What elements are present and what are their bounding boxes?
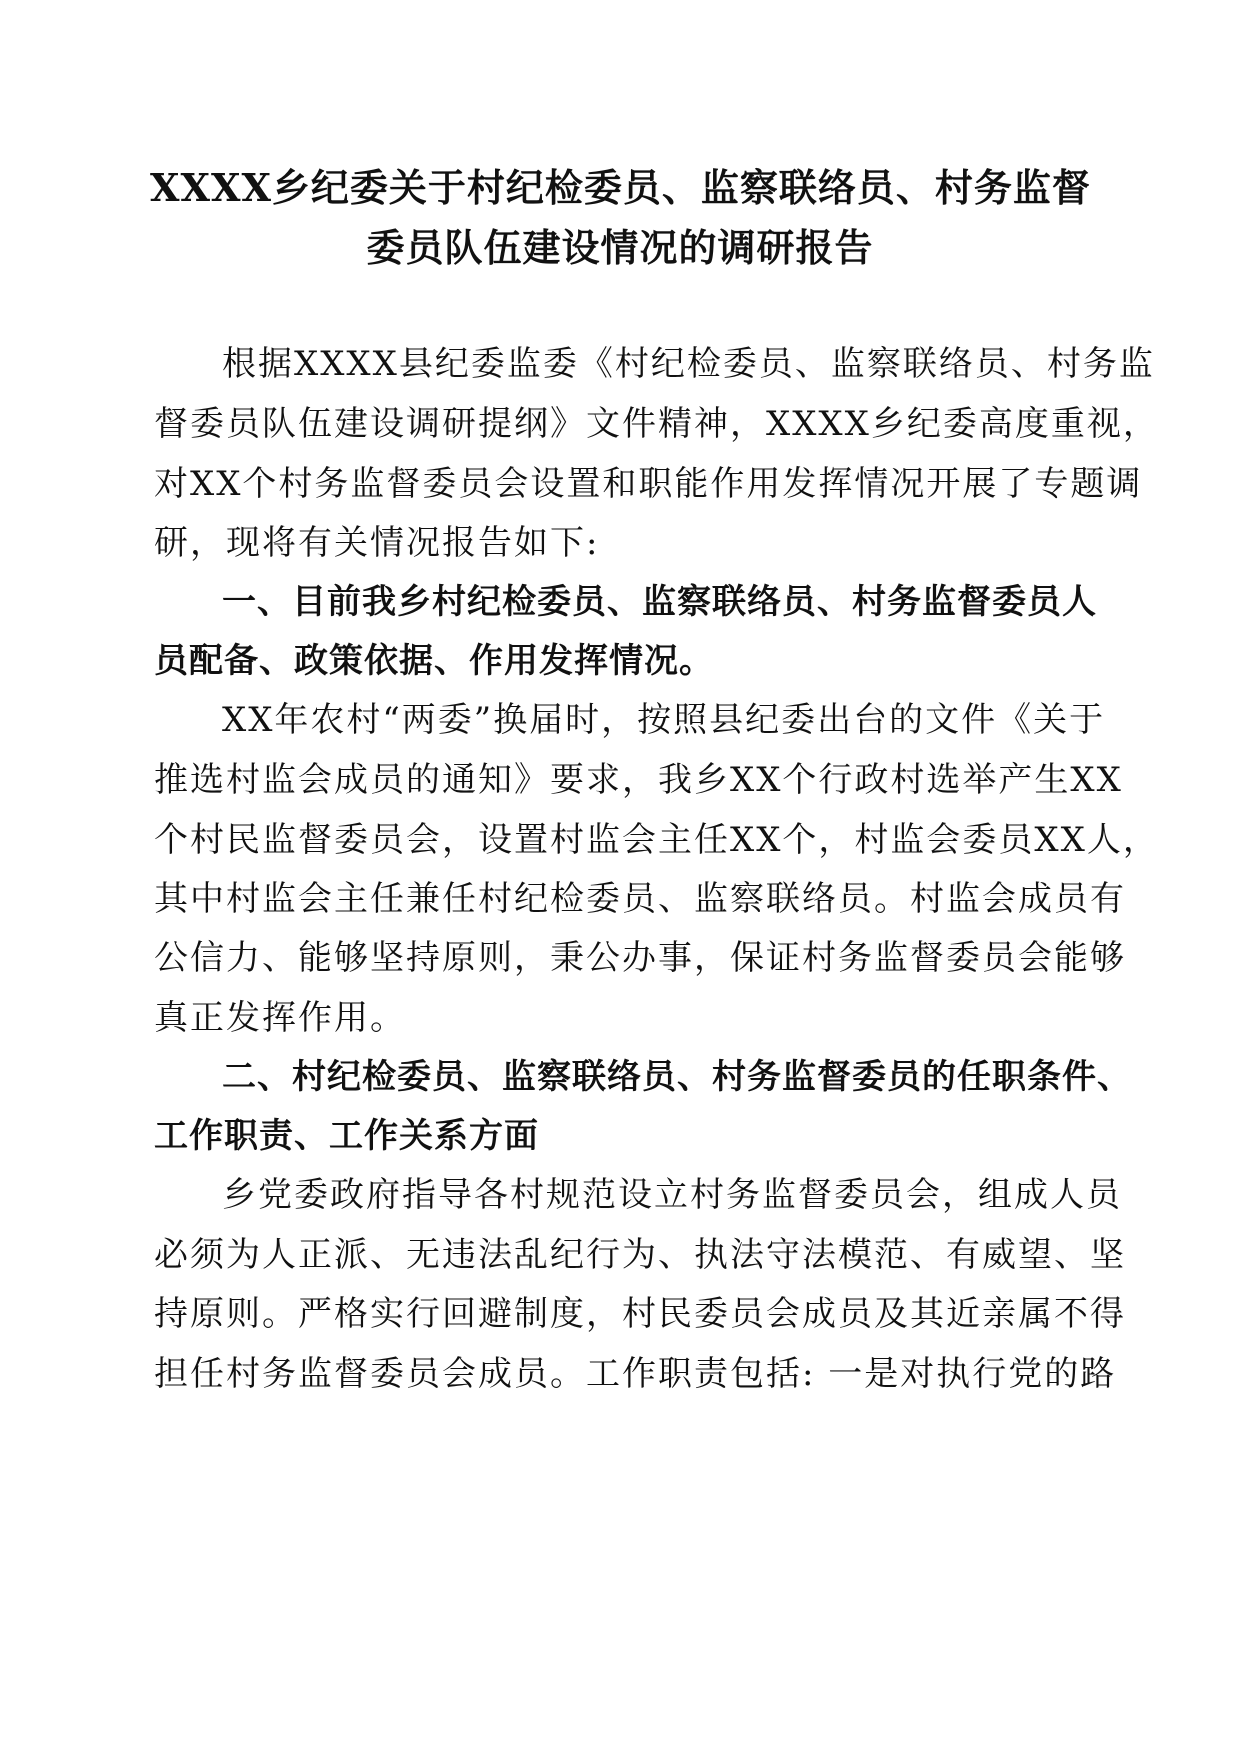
intro-paragraph-line: 研，现将有关情况报告如下: [154, 523, 600, 563]
section-1-body-line: 推选村监会成员的通知》要求，我乡XX个行政村选举产生XX [154, 760, 1123, 800]
section-2-body-line: 持原则。严格实行回避制度，村民委员会成员及其近亲属不得 [154, 1294, 1126, 1334]
intro-paragraph-line: 根据XXXX县纪委监委《村纪检委员、监察联络员、村务监 [222, 344, 1155, 384]
section-2-heading-line: 工作职责、工作关系方面 [154, 1116, 539, 1156]
section-1-body-line: XX年农村“两委”换届时，按照县纪委出台的文件《关于 [222, 700, 1106, 740]
section-2-heading-line: 二、村纪检委员、监察联络员、村务监督委员的任职条件、 [222, 1057, 1132, 1097]
document-title-line-2: 委员队伍建设情况的调研报告 [366, 225, 874, 270]
document-title-line-1: XXXX乡纪委关于村纪检委员、监察联络员、村务监督 [150, 165, 1091, 210]
section-1-body-line: 其中村监会主任兼任村纪检委员、监察联络员。村监会成员有 [154, 879, 1126, 919]
intro-paragraph-line: 对XX个村务监督委员会设置和职能作用发挥情况开展了专题调 [154, 464, 1143, 504]
section-2-body-line: 担任村务监督委员会成员。工作职责包括: 一是对执行党的路 [154, 1354, 1117, 1394]
section-1-heading-line: 一、目前我乡村纪检委员、监察联络员、村务监督委员人 [222, 582, 1097, 622]
section-1-body-line: 个村民监督委员会，设置村监会主任XX个，村监会委员XX人， [154, 820, 1159, 860]
intro-paragraph-line: 督委员队伍建设调研提纲》文件精神，XXXX乡纪委高度重视， [154, 404, 1159, 444]
section-1-body-line: 公信力、能够坚持原则，秉公办事，保证村务监督委员会能够 [154, 938, 1126, 978]
section-1-heading-line: 员配备、政策依据、作用发挥情况。 [154, 641, 714, 681]
section-2-body-line: 必须为人正派、无违法乱纪行为、执法守法模范、有威望、坚 [154, 1235, 1126, 1275]
section-2-body-line: 乡党委政府指导各村规范设立村务监督委员会，组成人员 [222, 1175, 1122, 1215]
section-1-body-line: 真正发挥作用。 [154, 998, 406, 1038]
